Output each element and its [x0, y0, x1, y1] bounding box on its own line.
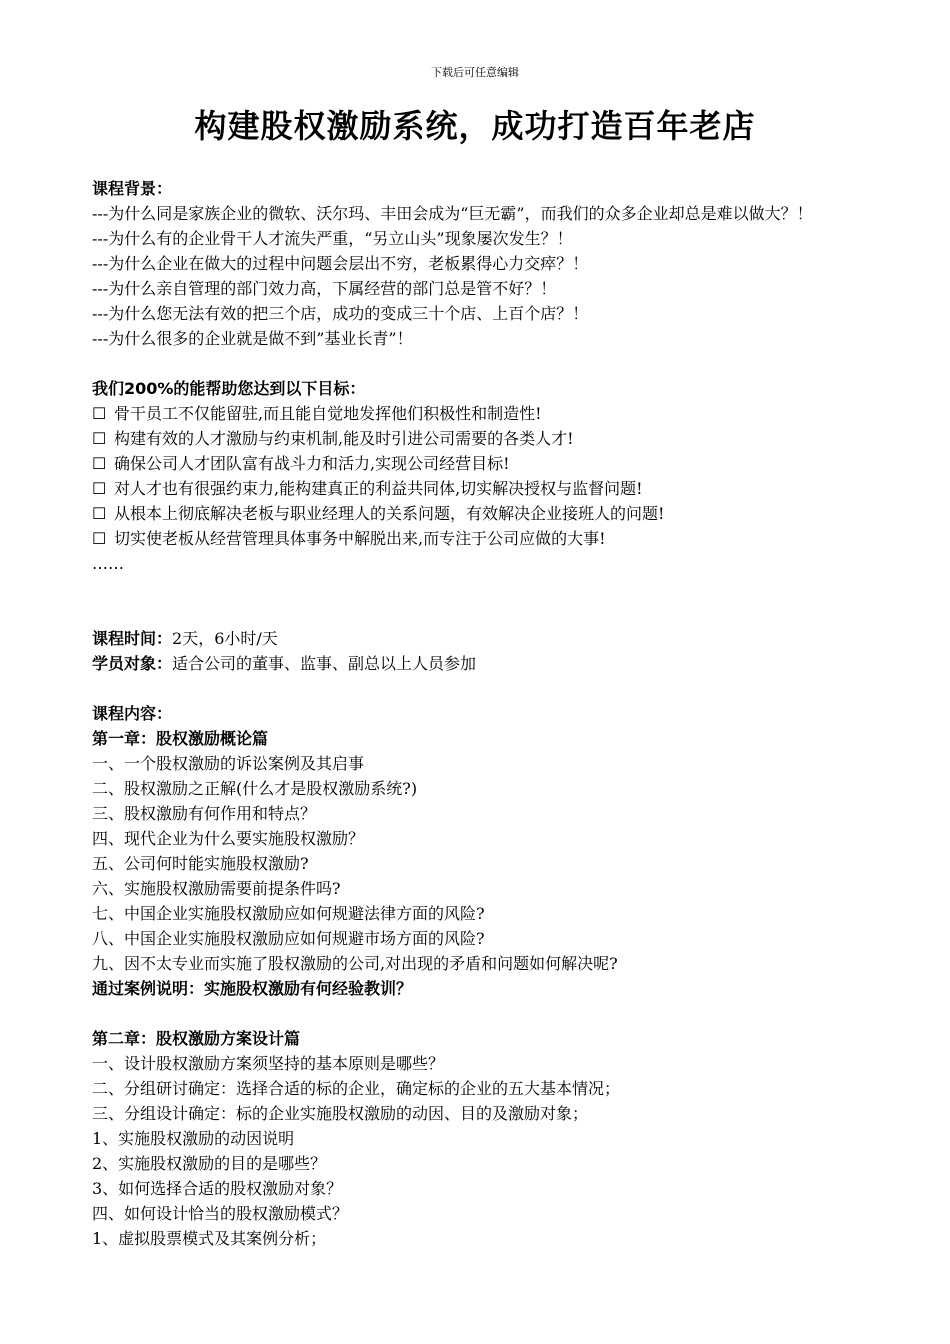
goal-text: 对人才也有很强约束力,能构建真正的利益共同体,切实解决授权与监督问题!	[114, 479, 643, 498]
chapter2-item: 二、分组研讨确定：选择合适的标的企业，确定标的企业的五大基本情况；	[92, 1079, 621, 1098]
goal-item	[92, 401, 872, 426]
goal-text: 骨干员工不仅能留驻,而且能自觉地发挥他们积极性和制造性!	[114, 404, 542, 423]
background-line: ---为什么亲自管理的部门效力高，下属经营的部门总是管不好？！	[92, 279, 557, 298]
chapter2-item: 1、实施股权激励的动因说明	[92, 1129, 295, 1148]
background-line: ---为什么企业在做大的过程中问题会层出不穷，老板累得心力交瘁？！	[92, 254, 589, 273]
course-time-label: 课程时间：	[92, 629, 173, 648]
chapter2-item: 2、实施股权激励的目的是哪些？	[92, 1154, 327, 1173]
chapter2-item: 3、如何选择合适的股权激励对象？	[92, 1179, 343, 1198]
chapter1-title: 第一章：股权激励概论篇	[92, 729, 269, 748]
checkbox-icon: ☐	[92, 429, 107, 448]
chapter1-item: 八、中国企业实施股权激励应如何规避市场方面的风险?	[92, 929, 485, 948]
checkbox-icon: ☐	[92, 454, 107, 473]
chapter2-item: 一、设计股权激励方案须坚持的基本原则是哪些？	[92, 1054, 445, 1073]
goals-heading: 我们200%的能帮助您达到以下目标：	[92, 379, 366, 398]
checkbox-icon: ☐	[92, 479, 107, 498]
background-line: ---为什么有的企业骨干人才流失严重，“另立山头”现象屡次发生？！	[92, 229, 573, 248]
chapter1-item: 三、股权激励有何作用和特点？	[92, 804, 317, 823]
course-time-value: 2天，6小时/天	[172, 629, 278, 648]
goal-item	[92, 451, 872, 476]
header-note: 下载后可任意编辑	[431, 66, 519, 79]
chapter1-summary: 通过案例说明：实施股权激励有何经验教训？	[92, 979, 413, 998]
goal-item	[92, 526, 872, 551]
chapter1-item: 七、中国企业实施股权激励应如何规避法律方面的风险?	[92, 904, 485, 923]
goal-item	[92, 476, 872, 501]
chapter2-item: 三、分组设计确定：标的企业实施股权激励的动因、目的及激励对象；	[92, 1104, 589, 1123]
goal-text: 构建有效的人才激励与约束机制,能及时引进公司需要的各类人才!	[114, 429, 574, 448]
content-heading: 课程内容：	[92, 704, 173, 723]
chapter1-item: 一、一个股权激励的诉讼案例及其启事	[92, 754, 365, 773]
audience-value: 适合公司的董事、监事、副总以上人员参加	[172, 654, 477, 673]
document-title: 构建股权激励系统，成功打造百年老店	[194, 107, 756, 145]
goals-ellipsis: ……	[92, 554, 124, 573]
goal-item	[92, 426, 872, 451]
course-time	[92, 626, 872, 651]
background-line: ---为什么同是家族企业的微软、沃尔玛、丰田会成为“巨无霸”，而我们的众多企业却总是难以做大？！	[92, 204, 813, 223]
checkbox-icon: ☐	[92, 504, 107, 523]
goal-text: 切实使老板从经营管理具体事务中解脱出来,而专注于公司应做的大事!	[114, 529, 606, 548]
background-line: ---为什么很多的企业就是做不到”基业长青”！	[92, 329, 413, 348]
chapter1-item: 五、公司何时能实施股权激励?	[92, 854, 309, 873]
goal-text: 确保公司人才团队富有战斗力和活力,实现公司经营目标!	[114, 454, 510, 473]
background-line: ---为什么您无法有效的把三个店，成功的变成三十个店、上百个店？！	[92, 304, 589, 323]
audience	[92, 651, 872, 676]
goal-text: 从根本上彻底解决老板与职业经理人的关系问题，有效解决企业接班人的问题!	[114, 504, 665, 523]
chapter1-item: 四、现代企业为什么要实施股权激励？	[92, 829, 365, 848]
chapter1-item: 六、实施股权激励需要前提条件吗?	[92, 879, 341, 898]
chapter2-item: 四、如何设计恰当的股权激励模式？	[92, 1204, 349, 1223]
chapter2-title: 第二章：股权激励方案设计篇	[92, 1029, 301, 1048]
audience-label: 学员对象：	[92, 654, 173, 673]
checkbox-icon: ☐	[92, 404, 107, 423]
goal-item	[92, 501, 872, 526]
checkbox-icon: ☐	[92, 529, 107, 548]
chapter2-item: 1、虚拟股票模式及其案例分析；	[92, 1229, 327, 1248]
background-heading: 课程背景：	[92, 179, 173, 198]
chapter1-item: 二、股权激励之正解(什么才是股权激励系统?)	[92, 779, 418, 798]
chapter1-item: 九、因不太专业而实施了股权激励的公司,对出现的矛盾和问题如何解决呢?	[92, 954, 618, 973]
document-body	[92, 176, 872, 1251]
